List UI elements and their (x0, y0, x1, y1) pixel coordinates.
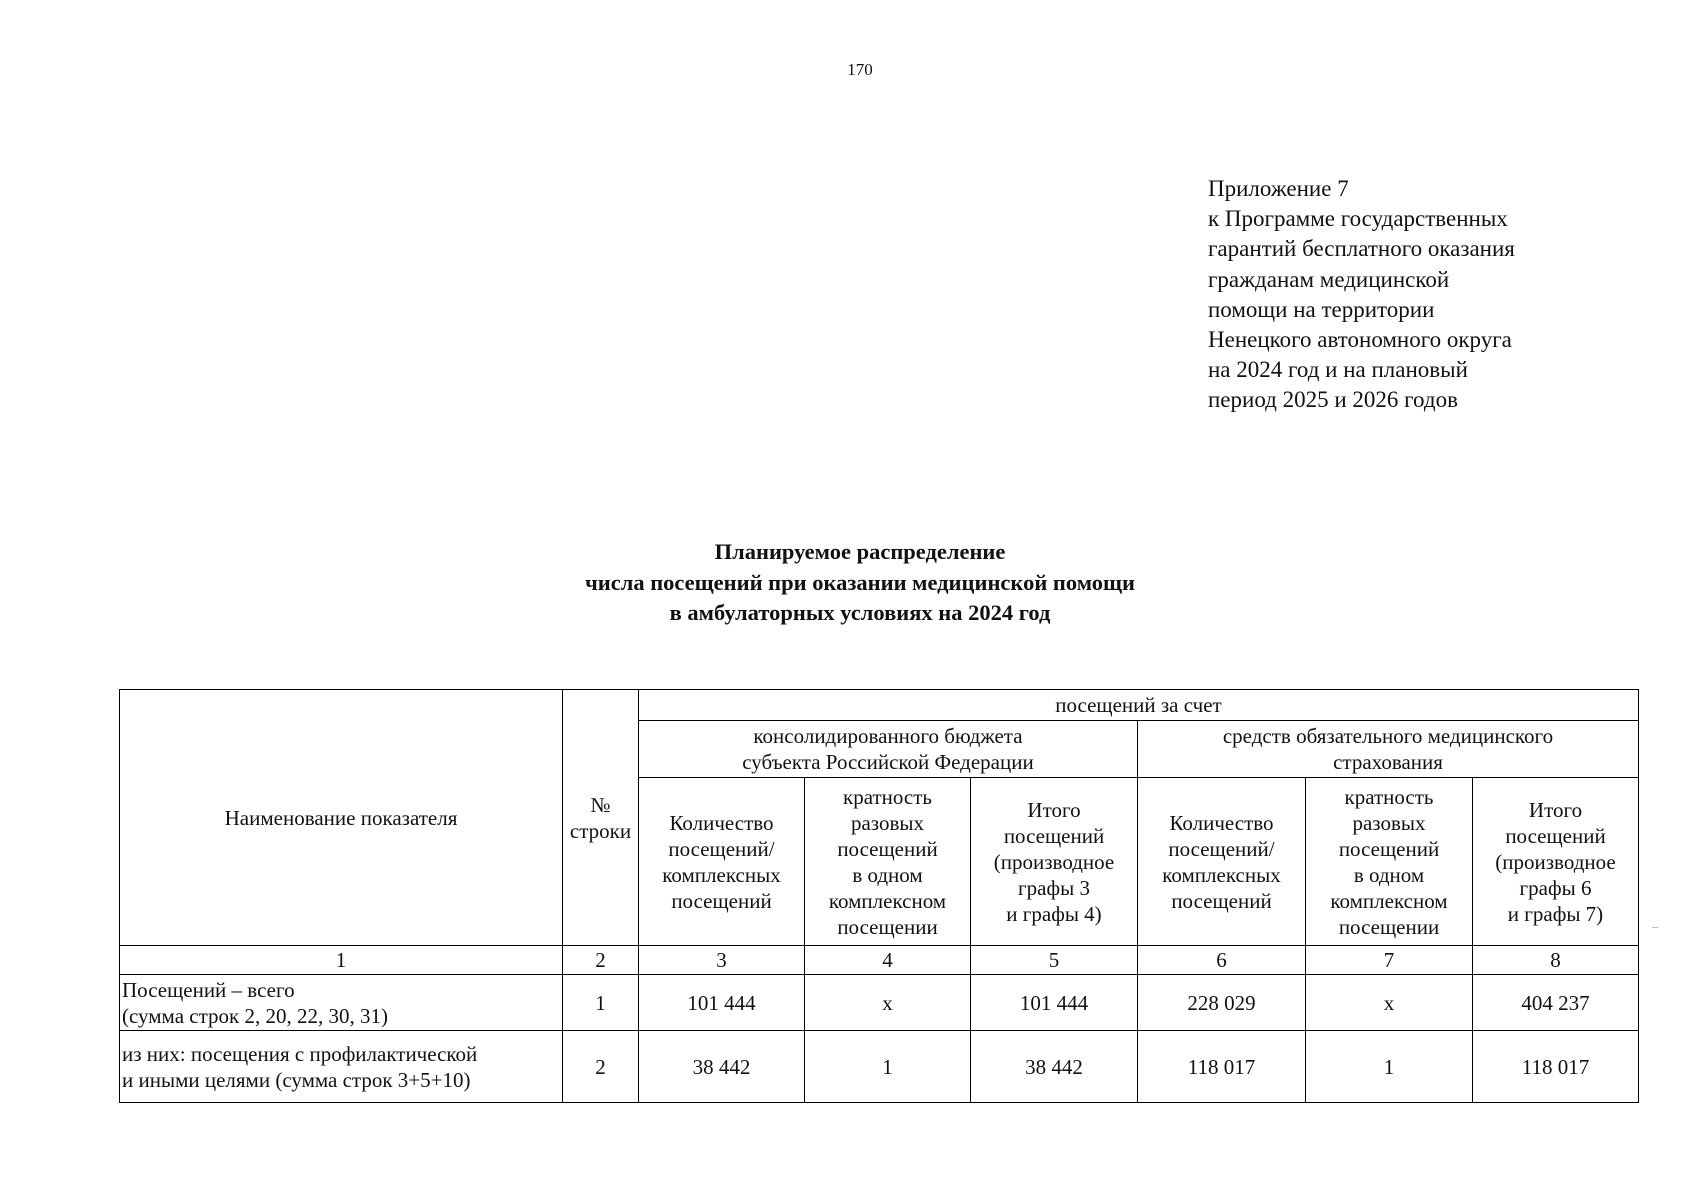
header-line: посещении (1338, 914, 1440, 939)
header-col-3-count (639, 778, 805, 946)
header-line: комплексных (662, 862, 781, 887)
header-col-8-total (1473, 778, 1639, 946)
table-row (120, 975, 1639, 1031)
header-col-7-multiplicity (1306, 778, 1473, 946)
header-line: и графы 4) (1006, 901, 1102, 926)
header-line: комплексном (1330, 888, 1448, 913)
row-name-line: (сумма строк 2, 20, 22, 30, 31) (122, 1003, 388, 1028)
header-row-number-line: № (590, 792, 611, 817)
value-cell: 101 444 (639, 975, 805, 1031)
appendix-line: гарантий бесплатного оказания (1208, 236, 1515, 262)
value-cell: 38 442 (639, 1031, 805, 1103)
value-cell: 1 (805, 1031, 971, 1103)
header-col-4-multiplicity (805, 778, 971, 946)
header-group-oms-line: средств обязательного медицинского (1222, 724, 1554, 748)
row-name-line: Посещений – всего (122, 977, 295, 1002)
row-name-line: из них: посещения с профилактической (122, 1041, 478, 1066)
header-line: посещений (1171, 888, 1272, 913)
header-col-5-total (971, 778, 1138, 946)
header-line: Количество (669, 810, 774, 835)
header-line: посещений (1338, 836, 1440, 861)
column-number: 8 (1473, 946, 1639, 975)
title-line: числа посещений при оказании медицинской помощи (585, 569, 1135, 595)
header-line: кратность (1344, 784, 1434, 809)
header-line: графы 3 (1018, 875, 1090, 900)
column-number: 6 (1138, 946, 1306, 975)
row-number-cell: 1 (563, 975, 639, 1031)
column-number: 7 (1306, 946, 1473, 975)
value-cell: x (1306, 975, 1473, 1031)
value-cell: 118 017 (1138, 1031, 1306, 1103)
header-line: графы 6 (1519, 875, 1592, 900)
header-line: кратность (843, 784, 932, 809)
row-indicator-name (120, 1031, 563, 1103)
header-visits-funded-by: посещений за счет (639, 690, 1639, 721)
value-cell: 101 444 (971, 975, 1138, 1031)
header-line: посещении (837, 914, 938, 939)
header-indicator-name: Наименование показателя (120, 690, 563, 946)
header-group-budget-line: консолидированного бюджета (753, 724, 1023, 748)
header-line: посещений (671, 888, 772, 913)
header-group-budget (639, 721, 1138, 778)
title-line: Планируемое распределение (714, 539, 1006, 564)
header-line: посещений (837, 836, 938, 861)
header-col-6-count (1138, 778, 1306, 946)
column-number: 1 (120, 946, 563, 975)
header-line: Количество (1169, 810, 1274, 835)
visits-distribution-table (119, 689, 1639, 1103)
document-title (0, 537, 1698, 629)
scan-mark (1652, 927, 1658, 928)
appendix-note (1208, 174, 1628, 416)
header-row-number (563, 690, 639, 946)
value-cell: 38 442 (971, 1031, 1138, 1103)
column-number: 5 (971, 946, 1138, 975)
header-row-1 (120, 690, 1639, 721)
row-number-cell: 2 (563, 1031, 639, 1103)
page-number: 170 (847, 60, 873, 79)
value-cell: 228 029 (1138, 975, 1306, 1031)
header-line: (производное (1495, 849, 1616, 874)
header-line: посещений (1505, 823, 1606, 848)
header-line: (производное (993, 849, 1115, 874)
column-number: 2 (563, 946, 639, 975)
header-group-oms-line: страхования (1333, 750, 1443, 774)
value-cell: 1 (1306, 1031, 1473, 1103)
header-row-number-line: строки (569, 818, 632, 843)
header-group-budget-line: субъекта Российской Федерации (742, 750, 1034, 774)
header-line: посещений/ (1168, 836, 1275, 861)
header-line: комплексном (828, 888, 947, 913)
value-cell: x (805, 975, 971, 1031)
appendix-line: период 2025 и 2026 годов (1208, 387, 1458, 413)
appendix-line: гражданам медицинской (1208, 266, 1450, 292)
row-indicator-name (120, 975, 563, 1031)
appendix-line: Приложение 7 (1208, 176, 1349, 201)
column-number: 3 (639, 946, 805, 975)
appendix-line: Ненецкого автономного округа (1208, 327, 1512, 353)
header-line: комплексных (1162, 862, 1281, 887)
header-line: и графы 7) (1507, 901, 1604, 926)
column-number: 4 (805, 946, 971, 975)
header-line: Итого (1027, 797, 1081, 822)
appendix-line: к Программе государственных (1208, 206, 1508, 232)
header-line: в одном (852, 862, 923, 887)
header-line: разовых (850, 810, 925, 835)
header-group-oms (1138, 721, 1639, 778)
row-name-line: и иными целями (сумма строк 3+5+10) (122, 1067, 471, 1092)
column-number-row (120, 946, 1639, 975)
appendix-line: на 2024 год и на плановый (1208, 357, 1468, 383)
header-line: разовых (1352, 810, 1426, 835)
title-line: в амбулаторных условиях на 2024 год (669, 600, 1051, 625)
header-line: в одном (1353, 862, 1425, 887)
appendix-line: помощи на территории (1208, 296, 1435, 322)
header-line: посещений/ (668, 836, 775, 861)
header-line: посещений (1003, 823, 1105, 848)
value-cell: 118 017 (1473, 1031, 1639, 1103)
value-cell: 404 237 (1473, 975, 1639, 1031)
table-row (120, 1031, 1639, 1103)
header-line: Итого (1528, 797, 1583, 822)
